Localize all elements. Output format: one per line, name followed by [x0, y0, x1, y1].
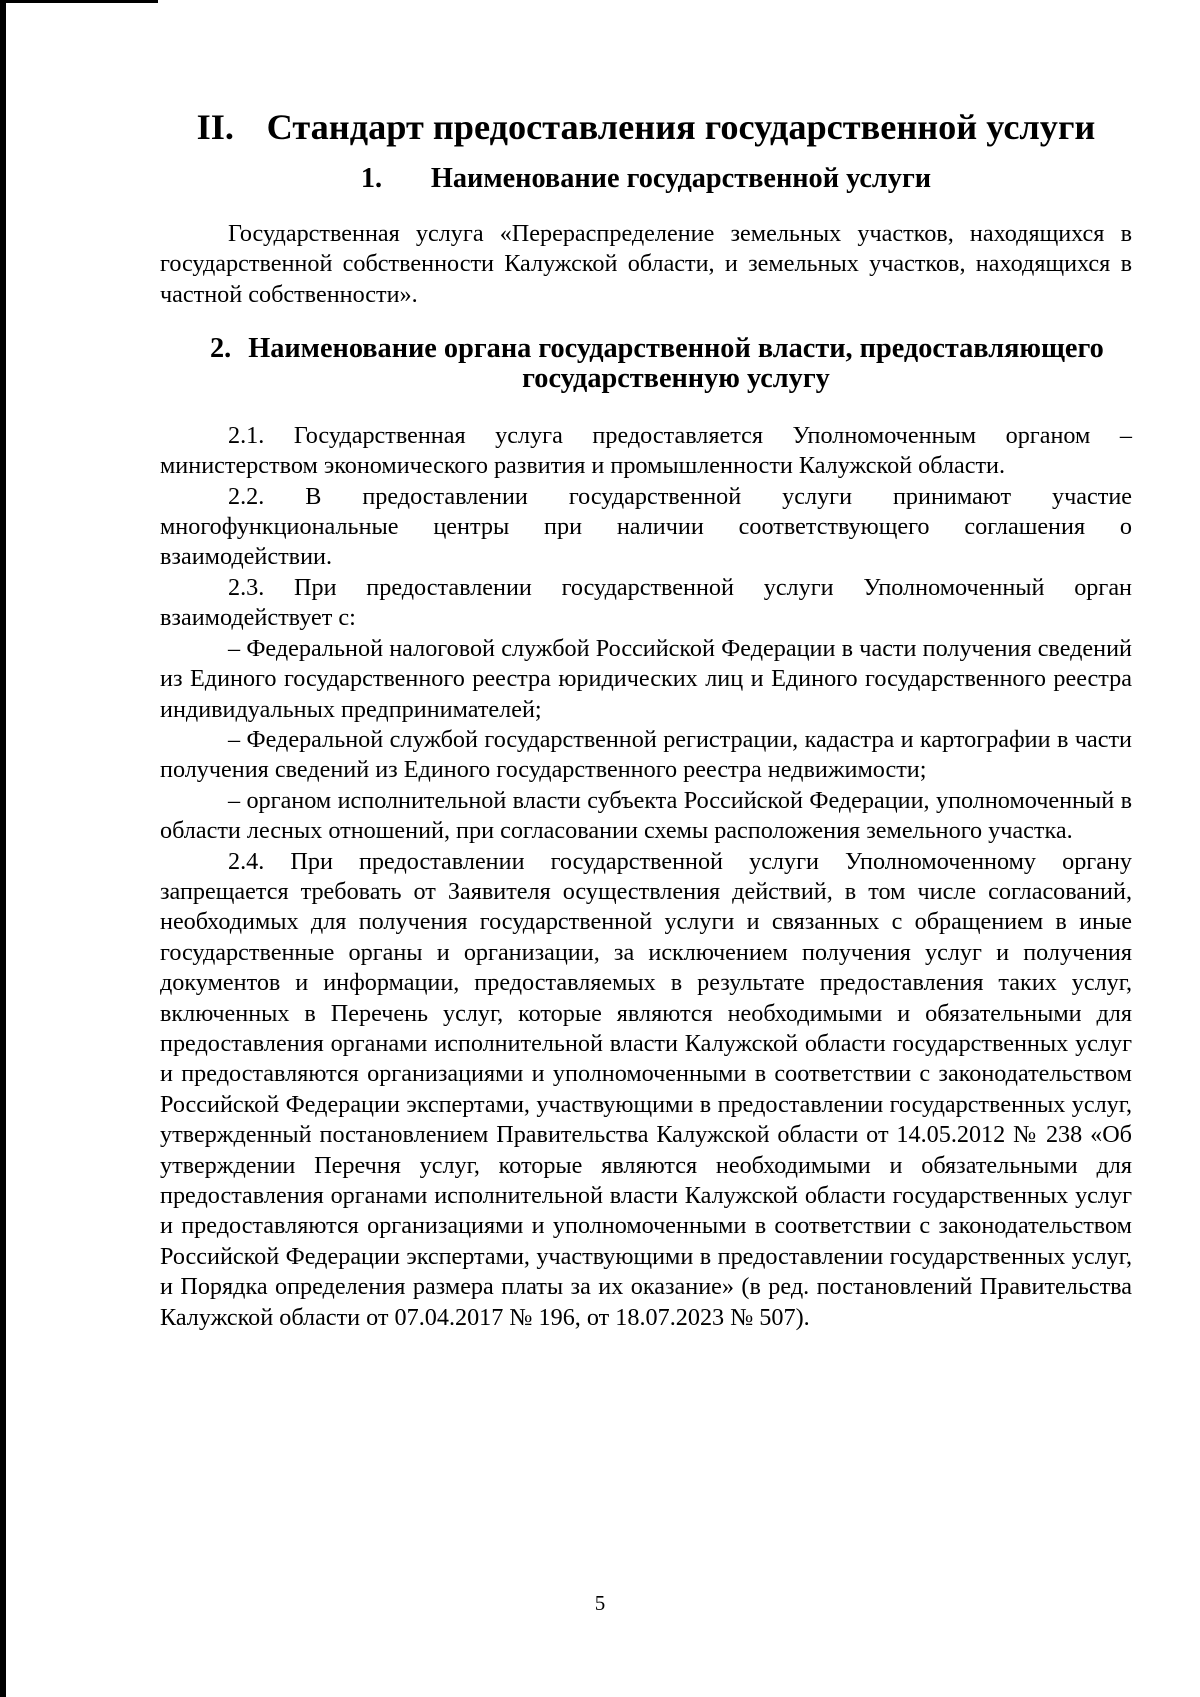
list-item-registration-service: – Федеральной службой государственной регистрации, кадастра и картографии в части получения сведений из Единого государственного реестра недвижимости; [160, 725, 1132, 784]
paragraph-2-2: 2.2. В предоставлении государственной услуги принимают участие многофункциональные центры при наличии соответствующего соглашения о взаимодействии. [160, 482, 1132, 571]
page-number: 5 [594, 1591, 606, 1615]
subsection-2-title: Наименование органа государственной власти, предоставляющего государственную услугу [248, 333, 1104, 395]
section-number: II. [196, 107, 234, 147]
list-item-forestry-authority: – органом исполнительной власти субъекта Российской Федерации, уполномоченный в области лесных отношений, при согласовании схемы расположения земельного участка. [160, 786, 1132, 845]
paragraph-2-3: 2.3. При предоставлении государственной услуги Уполномоченный орган взаимодействует с: [160, 573, 1132, 632]
paragraph-2-1: 2.1. Государственная услуга предоставляется Уполномоченным органом – министерством экономического развития и промышленности Калужской области. [160, 421, 1132, 480]
subsection-1-number: 1. [360, 163, 383, 195]
service-name-paragraph: Государственная услуга «Перераспределение земельных участков, находящихся в государственной собственности Калужской области, и земельных участков, находящихся в частной собственности». [160, 219, 1132, 308]
subsection-2-heading [160, 334, 1132, 395]
list-item-tax-service: – Федеральной налоговой службой Российской Федерации в части получения сведений из Единого государственного реестра юридических лиц и Единого государственного реестра индивидуальных предпринимателей; [160, 634, 1132, 723]
scan-edge-left [0, 0, 6, 1697]
section-title: Стандарт предоставления государственной услуги [266, 107, 1096, 147]
subsection-1-title: Наименование государственной услуги [430, 163, 932, 195]
document-page [160, 108, 1132, 1333]
subsection-2-number: 2. [210, 333, 232, 365]
scan-edge-top [0, 0, 158, 3]
subsection-1-heading [160, 164, 1132, 194]
paragraph-2-4: 2.4. При предоставлении государственной услуги Уполномоченному органу запрещается требовать от Заявителя осуществления действий, в том числе согласований, необходимых для получения государственной услуги и связанных с обращением в иные государственные органы и организации, за исключением получения услуг и получения документов и информации, предоставляемых в результате предоставления таких услуг, включенных в Перечень услуг, которые являются необходимыми и обязательными для предоставления органами исполнительной власти Калужской области государственных услуг и предоставляются организациями и уполномоченными в соответствии с законодательством Российской Федерации экспертами, участвующими в предоставлении государственных услуг, утвержденный постановлением Правительства Калужской области от 14.05.2012 № 238 «Об утверждении Перечня услуг, которые являются необходимыми и обязательными для предоставления органами исполнительной власти Калужской области государственных услуг и предоставляются организациями и уполномоченными в соответствии с законодательством Российской Федерации экспертами, участвующими в предоставлении государственных услуг, и Порядка определения размера платы за их оказание» (в ред. постановлений Правительства Калужской области от 07.04.2017 № 196, от 18.07.2023 № 507). [160, 847, 1132, 1331]
section-heading [160, 107, 1132, 147]
